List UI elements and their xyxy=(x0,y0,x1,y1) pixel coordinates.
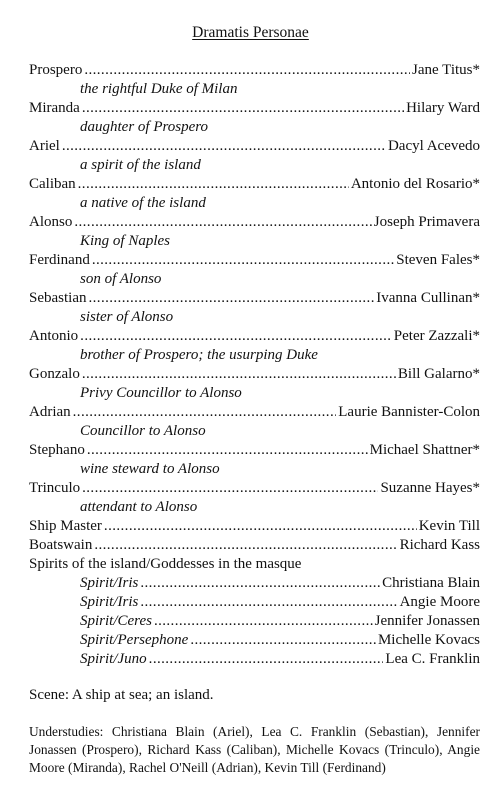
role-description: Privy Councillor to Alonso xyxy=(80,385,242,401)
role-description: brother of Prospero; the usurping Duke xyxy=(80,347,318,363)
actor-name: Jane Titus* xyxy=(412,62,480,78)
dot-leader xyxy=(74,213,371,232)
dot-leader xyxy=(149,650,384,669)
dot-leader xyxy=(84,61,410,80)
actor-name: Antonio del Rosario* xyxy=(350,176,480,192)
dot-leader xyxy=(89,289,375,308)
actor-name: Joseph Primavera xyxy=(373,214,480,230)
cast-row xyxy=(29,99,480,118)
actor-name: Jennifer Jonassen xyxy=(374,613,480,629)
role-name: Antonio xyxy=(29,328,79,344)
dot-leader xyxy=(73,403,337,422)
actor-name: Michelle Kovacs xyxy=(377,632,480,648)
actor-name: Dacyl Acevedo xyxy=(387,138,480,154)
cast-row xyxy=(29,61,480,80)
actor-name: Lea C. Franklin xyxy=(385,651,480,667)
dot-leader xyxy=(82,99,404,118)
role-name: Alonso xyxy=(29,214,73,230)
cast-row xyxy=(29,251,480,270)
cast-row xyxy=(29,479,480,498)
cast-row xyxy=(29,137,480,156)
actor-name: Bill Galarno* xyxy=(397,366,480,382)
spirit-row xyxy=(29,650,480,669)
spirit-role: Spirit/Ceres xyxy=(80,613,152,629)
spirit-row xyxy=(29,574,480,593)
cast-row xyxy=(29,441,480,460)
spirits-heading: Spirits of the island/Goddesses in the masque xyxy=(29,556,302,572)
dot-leader xyxy=(94,536,397,555)
cast-list xyxy=(29,61,480,669)
dot-leader xyxy=(87,441,368,460)
cast-row xyxy=(29,289,480,308)
actor-name: Steven Fales* xyxy=(396,252,480,268)
spirit-role: Spirit/Juno xyxy=(80,651,147,667)
actor-name: Laurie Bannister-Colon xyxy=(338,404,480,420)
page-title: Dramatis Personae xyxy=(192,24,309,41)
spirit-row xyxy=(29,612,480,631)
cast-row xyxy=(29,175,480,194)
dot-leader xyxy=(190,631,376,650)
actor-name: Suzanne Hayes* xyxy=(380,480,480,496)
cast-row xyxy=(29,536,480,555)
role-description: a native of the island xyxy=(80,195,206,211)
actor-name: Christiana Blain xyxy=(382,575,480,591)
dot-leader xyxy=(104,517,417,536)
cast-row xyxy=(29,213,480,232)
dot-leader xyxy=(80,327,392,346)
role-description: sister of Alonso xyxy=(80,309,174,325)
dot-leader xyxy=(140,574,380,593)
role-name: Ferdinand xyxy=(29,252,90,268)
role-name: Prospero xyxy=(29,62,83,78)
actor-name: Ivanna Cullinan* xyxy=(376,290,480,306)
role-name: Stephano xyxy=(29,442,85,458)
dot-leader xyxy=(92,251,394,270)
cast-row xyxy=(29,403,480,422)
role-name: Sebastian xyxy=(29,290,87,306)
actor-name: Peter Zazzali* xyxy=(393,328,480,344)
role-description: wine steward to Alonso xyxy=(80,461,220,477)
role-name: Trinculo xyxy=(29,480,81,496)
role-name: Boatswain xyxy=(29,537,93,553)
role-name: Gonzalo xyxy=(29,366,80,382)
role-description: Councillor to Alonso xyxy=(80,423,206,439)
role-description: daughter of Prospero xyxy=(80,119,209,135)
role-name: Miranda xyxy=(29,100,80,116)
actor-name: Richard Kass xyxy=(399,537,480,553)
spirit-row xyxy=(29,593,480,612)
cast-row xyxy=(29,327,480,346)
dot-leader xyxy=(78,175,349,194)
dot-leader xyxy=(82,479,378,498)
dot-leader xyxy=(82,365,396,384)
role-description: attendant to Alonso xyxy=(80,499,198,515)
cast-row xyxy=(29,517,480,536)
scene-note: Scene: A ship at sea; an island. xyxy=(29,687,214,703)
actor-name: Kevin Till xyxy=(418,518,480,534)
role-name: Ariel xyxy=(29,138,60,154)
cast-row xyxy=(29,365,480,384)
actor-name: Michael Shattner* xyxy=(369,442,480,458)
spirit-role: Spirit/Persephone xyxy=(80,632,189,648)
understudies-note: Understudies: Christiana Blain (Ariel), Lea C. Franklin (Sebastian), Jennifer Jonassen (Prospero), Richard Kass (Caliban), Michelle Kovacs (Trinculo), Angie Moore (Miranda), Rachel O'Neill (Adrian), Kevin Till (Ferdinand) xyxy=(29,724,480,775)
dot-leader xyxy=(140,593,397,612)
spirit-role: Spirit/Iris xyxy=(80,575,139,591)
role-name: Caliban xyxy=(29,176,76,192)
dot-leader xyxy=(62,137,386,156)
role-name: Ship Master xyxy=(29,518,102,534)
role-description: King of Naples xyxy=(80,233,171,249)
dot-leader xyxy=(154,612,373,631)
actor-name: Angie Moore xyxy=(399,594,480,610)
role-description: son of Alonso xyxy=(80,271,162,287)
role-name: Adrian xyxy=(29,404,71,420)
role-description: the rightful Duke of Milan xyxy=(80,81,238,97)
spirit-row xyxy=(29,631,480,650)
spirit-role: Spirit/Iris xyxy=(80,594,139,610)
role-description: a spirit of the island xyxy=(80,157,201,173)
actor-name: Hilary Ward xyxy=(406,100,480,116)
